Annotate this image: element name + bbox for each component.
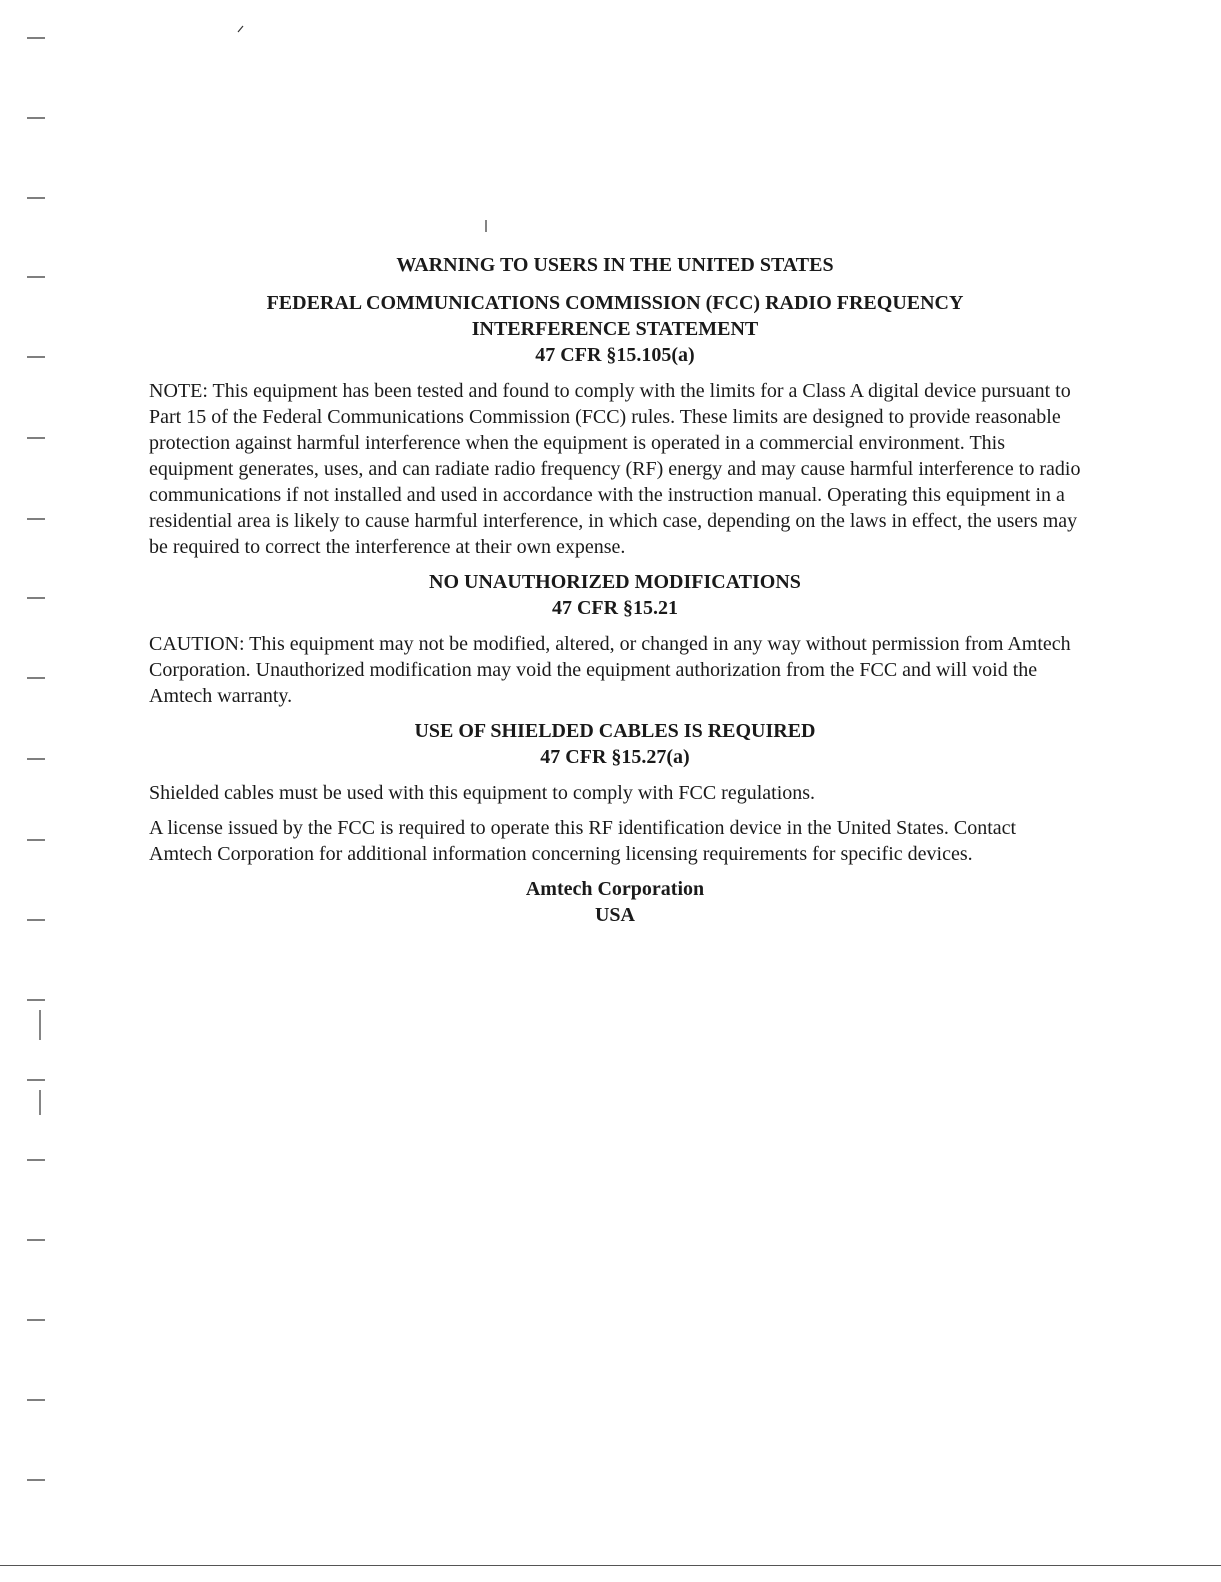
document-content <box>149 252 1081 938</box>
caution-paragraph: CAUTION: This equipment may not be modified, altered, or changed in any way without permission from Amtech Corporation. Unauthorized modification may void the equipment authorization from the FCC and will void the Amtech warranty. <box>149 633 1071 707</box>
fcc-statement-title: FEDERAL COMMUNICATIONS COMMISSION (FCC) RADIO FREQUENCY <box>266 292 964 314</box>
warning-title: WARNING TO USERS IN THE UNITED STATES <box>396 254 834 276</box>
footer-block <box>149 876 1081 928</box>
cables-heading-block <box>149 718 1081 770</box>
company-country: USA <box>594 904 635 926</box>
note-paragraph: NOTE: This equipment has been tested and found to comply with the limits for a Class A digital device pursuant to Part 15 of the Federal Communications Commission (FCC) rules. These limits are designed to provide reasonable protection against harmful interference when the equipment is operated in a commercial environment. This equipment generates, uses, and can radiate radio frequency (RF) energy and may cause harmful interference to radio communications if not installed and used in accordance with the instruction manual. Operating this equipment in a residential area is likely to cause harmful interference, in which case, depending on the laws in effect, the users may be required to correct the interference at their own expense. <box>149 380 1081 558</box>
fcc-citation: 47 CFR §15.105(a) <box>535 344 695 366</box>
title-block <box>149 252 1081 368</box>
shielded-cables-paragraph: Shielded cables must be used with this equipment to comply with FCC regulations. <box>149 782 816 804</box>
fcc-statement-subtitle: INTERFERENCE STATEMENT <box>471 318 759 340</box>
cables-citation: 47 CFR §15.27(a) <box>540 746 690 768</box>
page-bottom-edge <box>0 1565 1221 1566</box>
modifications-heading: NO UNAUTHORIZED MODIFICATIONS <box>429 571 801 593</box>
company-name: Amtech Corporation <box>525 878 705 900</box>
cables-heading: USE OF SHIELDED CABLES IS REQUIRED <box>414 720 816 742</box>
modifications-heading-block <box>149 569 1081 621</box>
license-paragraph: A license issued by the FCC is required to operate this RF identification device in the United States. Contact Amtech Corporation for additional information concerning licensing requirements for specific devices. <box>149 817 1017 865</box>
modifications-citation: 47 CFR §15.21 <box>551 597 679 619</box>
